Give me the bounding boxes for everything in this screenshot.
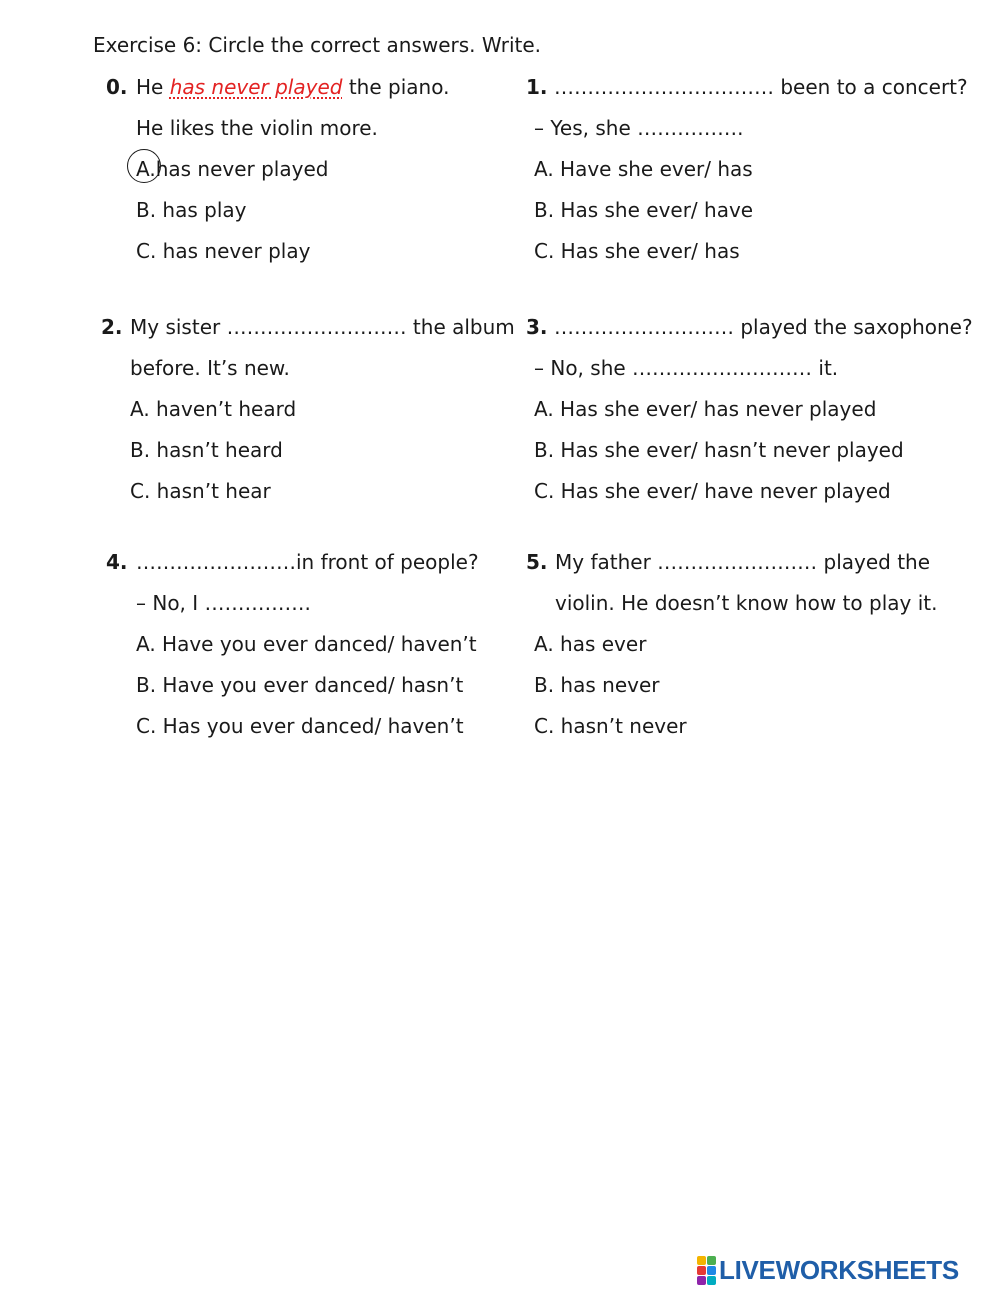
question-0-option-a-text: has never played: [155, 157, 329, 181]
question-3-line2: – No, she ……………………… it.: [534, 356, 839, 380]
logo-icon-block: [707, 1266, 716, 1275]
question-5-option-c[interactable]: C. hasn’t never: [534, 714, 687, 738]
question-0-filled-answer: has never played: [169, 75, 343, 99]
question-5-line2: violin. He doesn’t know how to play it.: [555, 591, 938, 615]
question-0-post: the piano.: [342, 75, 450, 99]
question-0-number: 0.: [106, 75, 128, 99]
logo-icon-block: [707, 1256, 716, 1265]
question-4-option-a[interactable]: A. Have you ever danced/ haven’t: [136, 632, 477, 656]
logo-icon-block: [697, 1266, 706, 1275]
question-3-number: 3.: [526, 315, 548, 339]
question-2-option-a[interactable]: A. haven’t heard: [130, 397, 297, 421]
question-4-option-b[interactable]: B. Have you ever danced/ hasn’t: [136, 673, 464, 697]
question-2-number: 2.: [101, 315, 123, 339]
question-3-option-c[interactable]: C. Has she ever/ have never played: [534, 479, 891, 503]
question-4-line1: ……………………in front of people?: [136, 550, 479, 574]
question-1-line1: …………………………… been to a concert?: [554, 75, 968, 99]
question-0-pre: He: [136, 75, 170, 99]
question-1-number: 1.: [526, 75, 548, 99]
exercise-title: Exercise 6: Circle the correct answers. Write.: [93, 33, 542, 57]
logo-icon-block: [697, 1276, 706, 1285]
liveworksheets-brand-text: LIVEWORKSHEETS: [719, 1254, 959, 1285]
question-1-option-b[interactable]: B. Has she ever/ have: [534, 198, 754, 222]
question-2-option-b[interactable]: B. hasn’t heard: [130, 438, 283, 462]
question-0-option-c[interactable]: C. has never play: [136, 239, 311, 263]
question-0-option-a[interactable]: [136, 157, 328, 181]
question-5-option-b[interactable]: B. has never: [534, 673, 660, 697]
question-0-sentence: [136, 75, 449, 99]
question-4-line2: – No, I …………….: [136, 591, 311, 615]
liveworksheets-logo-icon: [697, 1256, 716, 1285]
question-5-number: 5.: [526, 550, 548, 574]
question-3-line1: ……………………… played the saxophone?: [554, 315, 973, 339]
question-3-option-a[interactable]: A. Has she ever/ has never played: [534, 397, 877, 421]
question-4-option-c[interactable]: C. Has you ever danced/ haven’t: [136, 714, 464, 738]
question-3-option-b[interactable]: B. Has she ever/ hasn’t never played: [534, 438, 904, 462]
liveworksheets-logo[interactable]: [697, 1254, 959, 1286]
question-2-line1: My sister ……………………… the album: [130, 315, 515, 339]
question-2-option-c[interactable]: C. hasn’t hear: [130, 479, 271, 503]
question-1-line2: – Yes, she …………….: [534, 116, 744, 140]
logo-icon-block: [707, 1276, 716, 1285]
question-1-option-c[interactable]: C. Has she ever/ has: [534, 239, 740, 263]
question-1-option-a[interactable]: A. Have she ever/ has: [534, 157, 753, 181]
question-5-option-a[interactable]: A. has ever: [534, 632, 647, 656]
question-0-option-b[interactable]: B. has play: [136, 198, 247, 222]
question-2-line2: before. It’s new.: [130, 356, 290, 380]
question-0-line2: He likes the violin more.: [136, 116, 378, 140]
question-4-number: 4.: [106, 550, 128, 574]
logo-icon-block: [697, 1256, 706, 1265]
question-0-option-a-letter: A.: [136, 157, 156, 181]
question-5-line1: My father …………………… played the: [555, 550, 931, 574]
